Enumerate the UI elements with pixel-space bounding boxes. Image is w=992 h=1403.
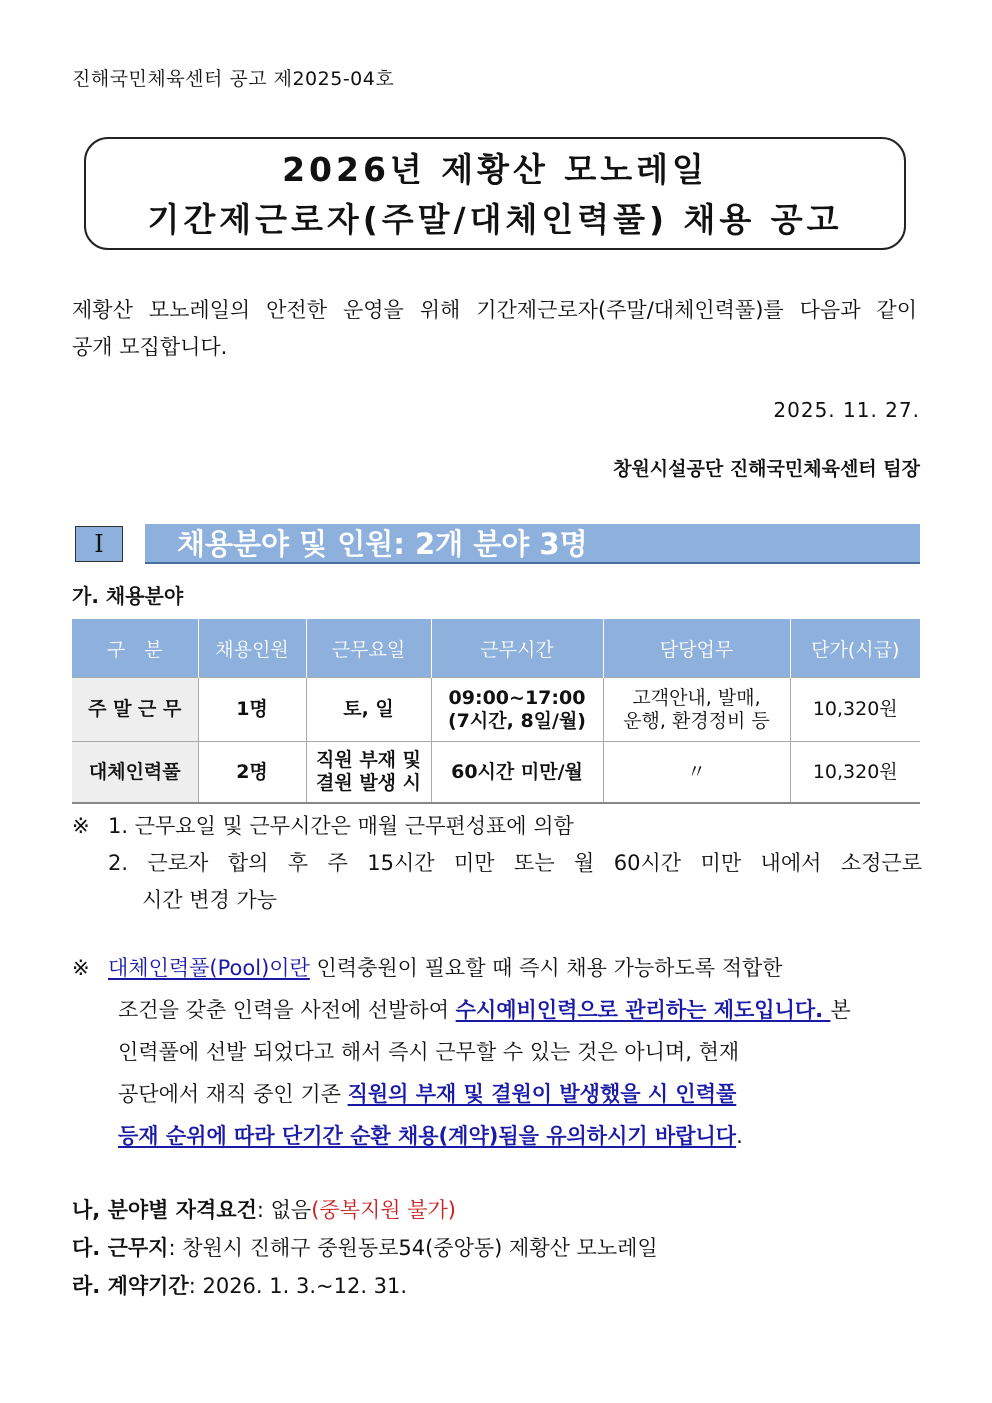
pool-line-1-rest: 인력충원이 필요할 때 즉시 채용 가능하도록 적합한 <box>309 956 783 980</box>
requirement-contract-period <box>72 1270 407 1300</box>
cell-count: 1명 <box>198 678 306 742</box>
pool-definition-term: 대체인력풀(Pool)이란 <box>108 956 310 980</box>
cell-count: 2명 <box>198 742 306 804</box>
pool-note <box>72 947 922 1157</box>
cell-wage: 10,320원 <box>790 678 920 742</box>
notice-date: 2025. 11. 27. <box>773 398 920 422</box>
pool-line-4 <box>72 1073 922 1115</box>
table-row <box>72 678 920 742</box>
pool-line-1 <box>72 947 922 989</box>
pool-line-5-end: . <box>736 1124 743 1148</box>
section-title: 채용분야 및 인원: 2개 분야 3명 <box>145 524 920 564</box>
cell-hours: 60시간 미만/월 <box>431 742 603 804</box>
cell-category: 대체인력풀 <box>72 742 198 804</box>
cell-days <box>306 742 431 804</box>
cell-days-line-2: 결원 발생 시 <box>316 772 421 794</box>
requirement-qualifications <box>72 1194 456 1224</box>
note-item <box>72 808 922 845</box>
cell-hours <box>431 678 603 742</box>
note-item <box>72 845 922 919</box>
intro-line-1: 제황산 모노레일의 안전한 운영을 위해 기간제근로자(주말/대체인력풀)를 다음과 같이 <box>72 298 917 322</box>
note-text-2 <box>108 845 922 919</box>
pool-line-4-start: 공단에서 재직 중인 기존 <box>118 1082 348 1106</box>
note-text-1: 1. 근무요일 및 근무시간은 매월 근무편성표에 의함 <box>108 814 574 838</box>
header-duty: 담당업무 <box>603 619 790 678</box>
pool-line-2-end: 본 <box>830 998 851 1022</box>
organization: 창원시설공단 진해국민체육센터 팀장 <box>613 458 920 480</box>
cell-hours-line-2: (7시간, 8일/월) <box>448 709 586 732</box>
table-header-row <box>72 619 920 678</box>
cell-duty: 〃 <box>603 742 790 804</box>
requirement-workplace <box>72 1232 658 1262</box>
reference-mark-icon: ※ <box>72 956 90 980</box>
note-text-2-line-2: 시간 변경 가능 <box>142 888 278 912</box>
pool-line-5-emph: 등재 순위에 따라 단기간 순환 채용(계약)됨을 유의하시기 바랍니다 <box>118 1124 737 1148</box>
intro-line-2: 공개 모집합니다. <box>72 335 228 359</box>
table-row <box>72 742 920 804</box>
contract-period-label: 라. 계약기간 <box>72 1274 189 1298</box>
header-days: 근무요일 <box>306 619 431 678</box>
header-wage: 단가(시급) <box>790 619 920 678</box>
pool-line-4-emph: 직원의 부재 및 결원이 발생했을 시 인력풀 <box>347 1082 737 1106</box>
pool-line-5 <box>72 1115 922 1157</box>
cell-duty-line-2: 운행, 환경정비 등 <box>623 709 770 732</box>
cell-duty <box>603 678 790 742</box>
cell-hours-line-1: 09:00~17:00 <box>448 686 586 709</box>
qualifications-value: : 없음 <box>256 1198 312 1222</box>
pool-line-2-start: 조건을 갖춘 인력을 사전에 선발하여 <box>118 998 456 1022</box>
title-box <box>84 137 906 250</box>
qualifications-label: 나, 분야별 자격요건 <box>72 1198 257 1222</box>
header-count: 채용인원 <box>198 619 306 678</box>
pool-line-2-emph: 수시예비인력으로 관리하는 제도입니다. <box>455 998 831 1022</box>
workplace-label: 다. 근무지 <box>72 1236 169 1260</box>
title-line-1: 2026년 제황산 모노레일 <box>282 150 708 189</box>
header-hours: 근무시간 <box>431 619 603 678</box>
title-line-2: 기간제근로자(주말/대체인력풀) 채용 공고 <box>147 200 843 239</box>
notice-number: 진해국민체육센터 공고 제2025-04호 <box>72 68 395 90</box>
recruitment-table <box>72 619 920 804</box>
section-number: Ⅰ <box>75 526 123 562</box>
header-category: 구 분 <box>72 619 198 678</box>
cell-category: 주 말 근 무 <box>72 678 198 742</box>
cell-duty-line-1: 고객안내, 발매, <box>632 686 761 709</box>
intro-paragraph <box>72 292 917 366</box>
cell-days: 토, 일 <box>306 678 431 742</box>
contract-period-value: : 2026. 1. 3.~12. 31. <box>188 1274 408 1298</box>
pool-line-2 <box>72 989 922 1031</box>
note-text-2-line-1: 2. 근로자 합의 후 주 15시간 미만 또는 월 60시간 미만 내에서 소정근로 <box>108 851 922 875</box>
reference-mark-icon: ※ <box>72 814 90 838</box>
pool-line-3: 인력풀에 선발 되었다고 해서 즉시 근무할 수 있는 것은 아니며, 현재 <box>118 1040 740 1064</box>
cell-wage: 10,320원 <box>790 742 920 804</box>
qualifications-note: (중복지원 불가) <box>311 1198 456 1222</box>
workplace-value: : 창원시 진해구 중원동로54(중앙동) 제황산 모노레일 <box>168 1236 658 1260</box>
notes-block <box>72 808 922 919</box>
sub-heading-a: 가. 채용분야 <box>72 584 184 608</box>
cell-days-line-1: 직원 부재 및 <box>316 749 421 771</box>
